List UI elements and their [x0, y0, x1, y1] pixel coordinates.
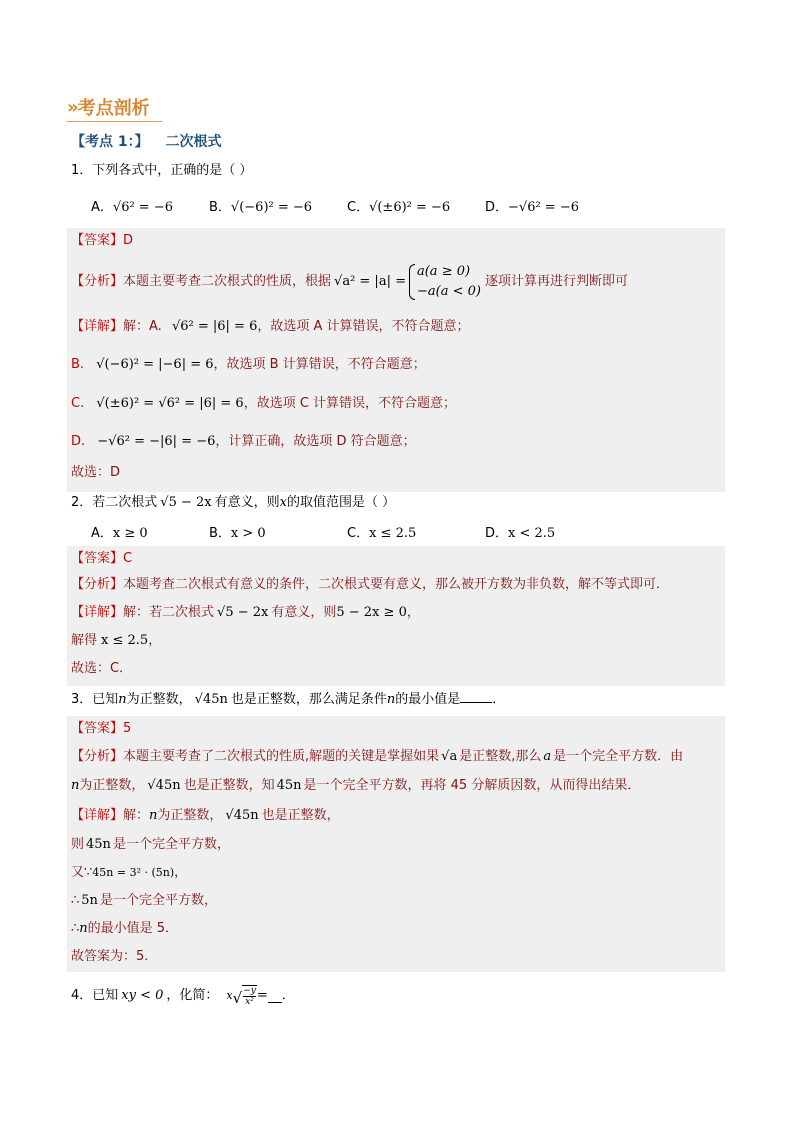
section-header — [67, 92, 150, 122]
q2-option-b: B．x > 0 — [209, 526, 266, 541]
q1-option-b: B．√(−6)² = −6 — [209, 200, 313, 215]
q2-answer: 【答案】C — [71, 551, 133, 566]
question-4-stem: 4．已知 xy < 0 ，化简： x √ −y x² = ． — [71, 986, 295, 1007]
q2-analysis: 【分析】本题考查二次根式有意义的条件，二次根式要有意义，那么被开方数为非负数，解不等式即可． — [71, 577, 670, 592]
q2-option-c: C．x ≤ 2.5 — [347, 526, 417, 541]
question-3-stem: 3．已知n为正整数， √45n 也是正整数，那么满足条件n的最小值是 ． — [71, 692, 506, 707]
q3-analysis-line2: n为正整数， √45n 也是正整数，知 45n 是一个完全平方数，再将 45 分解质因数，从而得出结果． — [71, 778, 641, 793]
answer-blank — [268, 990, 282, 1003]
chevron-icon: » — [67, 96, 76, 118]
radical-sign: √ — [232, 989, 243, 1007]
answer-blank — [460, 690, 492, 703]
q3-detail-line5: ∴n的最小值是 5． — [71, 921, 179, 936]
q1-detail-c: C. √(±6)² = √6² = |6| = 6，故选项 C 计算错误，不符合题意； — [71, 396, 457, 411]
q1-option-d: D．−√6² = −6 — [485, 200, 579, 215]
q1-analysis: 【分析】 本题主要考查二次根式的性质，根据 √a² = |a| = a(a ≥ 0) −a(a < 0) 逐项计算再进行判断即可 — [71, 262, 628, 302]
question-2-stem: 2．若二次根式 √5 − 2x 有意义，则x的取值范围是（ ） — [71, 495, 396, 510]
question-1-stem: 1．下列各式中，正确的是（ ） — [71, 163, 253, 178]
q3-detail-line4: ∴ 5n 是一个完全平方数， — [71, 893, 217, 908]
piecewise-cases: a(a ≥ 0) −a(a < 0) — [409, 262, 481, 302]
q2-solve: 解得 x ≤ 2.5， — [71, 633, 162, 648]
q2-option-d: D．x < 2.5 — [485, 526, 556, 541]
q1-detail-d: D. −√6² = −|6| = −6，计算正确，故选项 D 符合题意； — [71, 434, 416, 449]
q3-detail-line3: 又∵45n = 3² · (5n)， — [71, 865, 188, 880]
q1-detail-a: 【详解】解：A. √6² = |6| = 6，故选项 A 计算错误，不符合题意； — [71, 319, 470, 334]
topic-heading — [71, 131, 222, 151]
q3-detail-line2: 则 45n 是一个完全平方数， — [71, 837, 230, 852]
section-title: 考点剖析 — [77, 98, 150, 119]
q3-answer: 【答案】5 — [71, 721, 132, 736]
section-underline — [67, 121, 162, 122]
q1-option-c: C．√(±6)² = −6 — [347, 200, 451, 215]
q2-final: 故选：C． — [71, 661, 133, 676]
topic-title: 二次根式 — [165, 134, 222, 150]
q1-option-a: A．√6² = −6 — [91, 200, 173, 215]
radical-fraction: √ −y x² — [232, 986, 256, 1007]
topic-label: 【考点 1：】 — [71, 134, 149, 150]
q2-option-a: A．x ≥ 0 — [91, 526, 148, 541]
q3-final: 故答案为：5． — [71, 949, 158, 964]
q3-analysis-line1: 【分析】本题主要考查了二次根式的性质,解题的关键是掌握如果 √a 是正整数,那么 a 是一个完全平方数．由 — [71, 749, 684, 764]
q1-detail-b: B. √(−6)² = |−6| = 6，故选项 B 计算错误，不符合题意； — [71, 357, 426, 372]
q3-detail-line1: 【详解】解：n为正整数， √45n 也是正整数， — [71, 808, 340, 823]
q1-final: 故选：D — [71, 465, 121, 480]
q2-detail: 【详解】解：若二次根式 √5 − 2x 有意义，则5 − 2x ≥ 0， — [71, 605, 420, 620]
q1-answer: 【答案】D — [71, 233, 134, 248]
